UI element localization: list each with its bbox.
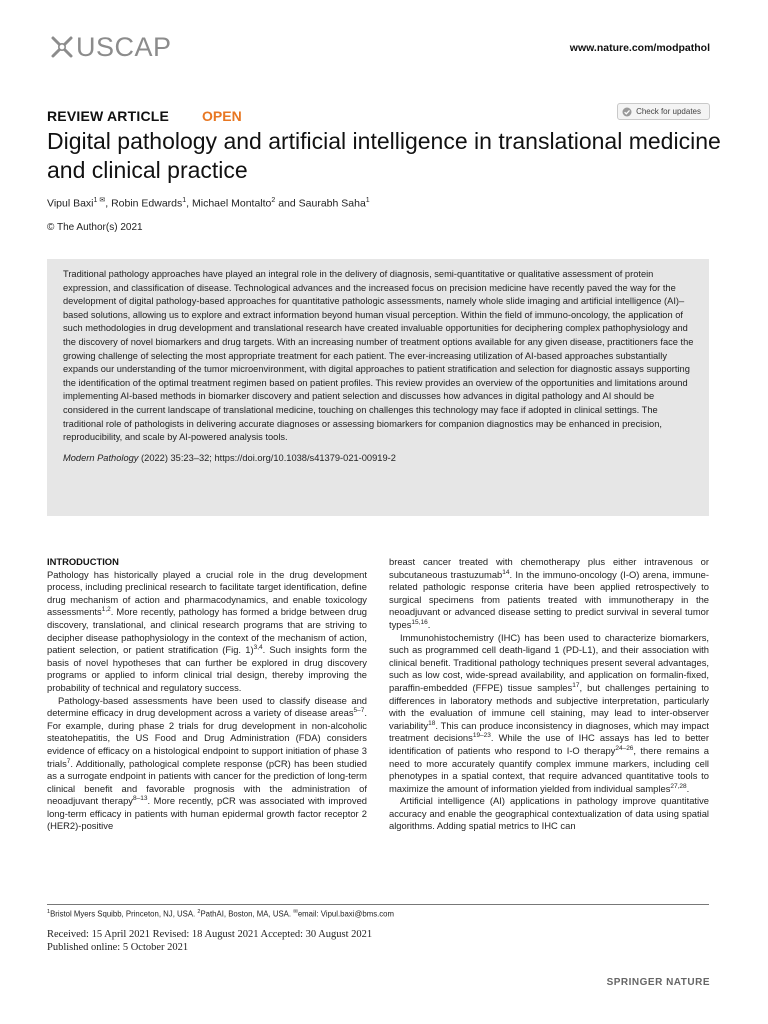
text-segment: Pathology has historically played a crucial role in the drug development process, including preclinical research to facilitate target identification, define drug mechanism of action and pharmacodynamics, and enable toxicology assessments — [47, 568, 367, 618]
text-segment: Artificial intelligence (AI) applications in pathology improve quantitative accuracy and enable the geographical contextualization of data using spatial algorithms. Adding spatial metrics to IHC can — [389, 795, 709, 832]
reference-superscript[interactable]: 27,28 — [670, 782, 687, 790]
uscap-emblem-icon — [50, 34, 74, 60]
abstract-box — [47, 259, 709, 516]
author-name[interactable]: Michael Montalto — [192, 197, 272, 210]
text-segment: . Additionally, pathological complete response (pCR) has been studied as a surrogate endpoint in patients with cancer for the prediction of long-term clinical benefit and favorable prognosis with the administration of neoadjuvant therapy — [47, 757, 367, 807]
body-column-right — [389, 556, 709, 833]
author-affiliation-mark: 2 — [271, 197, 276, 204]
copyright-notice: © The Author(s) 2021 — [47, 222, 143, 233]
text-segment: Immunohistochemistry (IHC) has been used to characterize biomarkers, such as programmed cell death-ligand 1 (PD-L1), and their association with clinical benefit. Traditional pathology techniques present several advantages, such as low cost, wide-spread availability, and application on formalin-fixed, paraffin-embedded (FFPE) tissue samples — [389, 631, 709, 693]
author-affiliation-mark: 1 — [365, 197, 370, 204]
text-segment: . — [427, 618, 431, 630]
reference-superscript[interactable]: 1 — [47, 909, 51, 915]
text-segment: . More recently, pCR was associated with improved long-term efficacy in patients with human epidermal growth factor receptor 2 (HER2)-positive — [47, 795, 367, 832]
text-segment: . For example, during phase 2 trials for drug development in non-alcoholic steatohepatitis, the US Food and Drug Administration (FDA) considers evidence of efficacy on a histological endpoint to support initiation of phase 3 trials — [47, 707, 367, 769]
text-segment: PathAI, Boston, MA, USA. — [200, 909, 294, 919]
open-access-tag: OPEN — [202, 108, 242, 124]
reference-superscript[interactable]: 17 — [572, 681, 580, 689]
reference-superscript[interactable]: 15,16 — [411, 618, 428, 626]
text-segment: . In the immuno-oncology (I-O) arena, immune-related pathologic response criteria have been applied retrospectively to surgical specimens from patients treated with immunotherapy in the neoadjuvant or advanced disease setting to predict survival in several tumor types — [389, 568, 709, 630]
journal-url-link[interactable]: www.nature.com/modpathol — [569, 42, 710, 54]
text-segment: , there remains a need to more accurately quantify complex immune markers, including cell phenotypes in a spatial context, that require advanced quantitative tools to maximize the amount of information yielded from individual samples — [389, 744, 709, 794]
author-name[interactable]: Saurabh Saha — [298, 197, 366, 210]
author-name[interactable]: Vipul Baxi — [47, 197, 94, 210]
reference-superscript[interactable]: ✉ — [293, 909, 298, 915]
body-column-left — [47, 556, 367, 833]
affiliation-footnote — [47, 909, 394, 919]
text-segment: . While the use of IHC assays has led to better identification of patients who respond to I-O therapy — [389, 732, 709, 756]
body-paragraph — [47, 695, 367, 834]
author-affiliation-mark: 1 ✉ — [93, 197, 106, 204]
citation-journal: Modern Pathology — [63, 452, 139, 463]
reference-superscript[interactable]: 8–13 — [132, 795, 148, 803]
body-paragraph — [389, 556, 709, 632]
reference-superscript[interactable]: 5–7 — [353, 707, 365, 714]
body-paragraph — [47, 569, 367, 695]
reference-superscript[interactable]: 2 — [197, 909, 201, 915]
reference-superscript[interactable]: 7 — [66, 757, 71, 765]
left-paragraphs — [47, 569, 367, 833]
citation-line — [63, 453, 695, 463]
right-paragraphs — [389, 556, 709, 833]
abstract-text: Traditional pathology approaches have played an integral role in the delivery of diagnosis, semi-quantitative or qualitative assessment of protein expression, and classification of disease. Technological advances and the increased focus on precision medicine have recently paved the way for the development of digital pathology-based approaches for quantitative pathologic assessments, namely whole slide imaging and artificial intelligence (AI)–based solutions, allowing us to explore and extract information beyond human visual perception. Within the field of immuno-oncology, the application of such methodologies in drug development and translational research have created invaluable opportunities for deciphering complex pathophysiology and the discovery of novel biomarkers and drug targets. With an increasing number of treatment options available for any given disease, practitioners face the growing challenge of selecting the most appropriate treatment for each patient. The ever-increasing utilization of AI-based approaches substantially expands our understanding of the tumor microenvironment, with digital approaches to patient stratification and selection for diagnostic assays supporting the identification of the optimal treatment regimen based on patient profiles. This review provides an overview of the opportunities and limitations around implementing AI-based methods in biomarker discovery and patient selection and discusses how advances in digital pathology and AI should be considered in the current landscape of translational medicine, touching on challenges this technology may face if adopted in clinical settings. The traditional role of pathologists in delivering accurate diagnoses or assessing biomarkers for companion diagnostics may be enhanced in precision, reproducibility, and scale by AI-powered analysis tools. — [63, 269, 694, 443]
logo-text: USCAP — [76, 31, 172, 62]
citation-details[interactable]: (2022) 35:23–32; https://doi.org/10.1038/s41379-021-00919-2 — [138, 452, 396, 463]
footnote-divider — [47, 904, 709, 905]
check-for-updates-button[interactable] — [617, 103, 710, 120]
author-separator: and — [275, 197, 299, 210]
reference-superscript[interactable]: 19–23 — [472, 732, 491, 740]
received-dates: Received: 15 April 2021 Revised: 18 August 2021 Accepted: 30 August 2021 — [47, 929, 373, 940]
text-segment: email: Vipul.baxi@bms.com — [297, 909, 394, 919]
check-updates-label: Check for updates — [636, 107, 701, 116]
text-segment: Bristol Myers Squibb, Princeton, NJ, USA. — [50, 909, 198, 919]
springer-nature-logo: SPRINGER NATURE — [606, 977, 710, 988]
reference-superscript[interactable]: 1,2 — [101, 606, 111, 614]
text-segment: Pathology-based assessments have been used to classify disease and determine efficacy in drug development across a variety of disease areas — [47, 694, 367, 719]
text-segment: . — [686, 782, 690, 794]
text-segment: . This can produce inconsistency in diagnoses, which may impact treatment decisions — [389, 719, 709, 744]
section-heading-introduction: INTRODUCTION — [47, 556, 119, 567]
body-paragraph — [389, 632, 709, 796]
article-type-label: REVIEW ARTICLE — [47, 108, 170, 124]
author-separator: , — [105, 197, 112, 210]
body-paragraph — [389, 795, 709, 833]
text-segment: breast cancer treated with chemotherapy plus either intravenous or subcutaneous trastuzumab — [389, 556, 709, 580]
author-list — [47, 196, 370, 210]
text-segment: . Such insights form the basis of novel hypotheses that can further be explored in drug discovery programs or applied to inform clinical trial design, thereby improving the probability of technical and regulatory success. — [47, 644, 367, 693]
author-affiliation-mark: 1 — [182, 197, 187, 204]
reference-superscript[interactable]: 3,4 — [253, 644, 263, 652]
published-date: Published online: 5 October 2021 — [47, 942, 189, 953]
article-title: Digital pathology and artificial intelligence in translational medicine and clinical practice — [47, 128, 721, 183]
check-updates-icon — [622, 107, 632, 117]
author-name[interactable]: Robin Edwards — [111, 197, 183, 210]
text-segment: . More recently, pathology has formed a bridge between drug discovery, translational, and clinical research programs that are striving to decipher disease pathophysiology in the context of the mechanism of action, patient selection, or patient stratification (Fig. 1) — [47, 606, 367, 656]
reference-superscript[interactable]: 18 — [428, 719, 436, 727]
reference-superscript[interactable]: 24–26 — [615, 744, 634, 752]
uscap-logo — [50, 30, 172, 64]
text-segment: , but challenges pertaining to differences in laboratory methods and subjective interpretation, particularly with the evaluation of immune cell staining, may lead to inter-observer variability — [389, 681, 710, 731]
author-separator: , — [186, 197, 193, 210]
reference-superscript[interactable]: 14 — [502, 568, 510, 576]
